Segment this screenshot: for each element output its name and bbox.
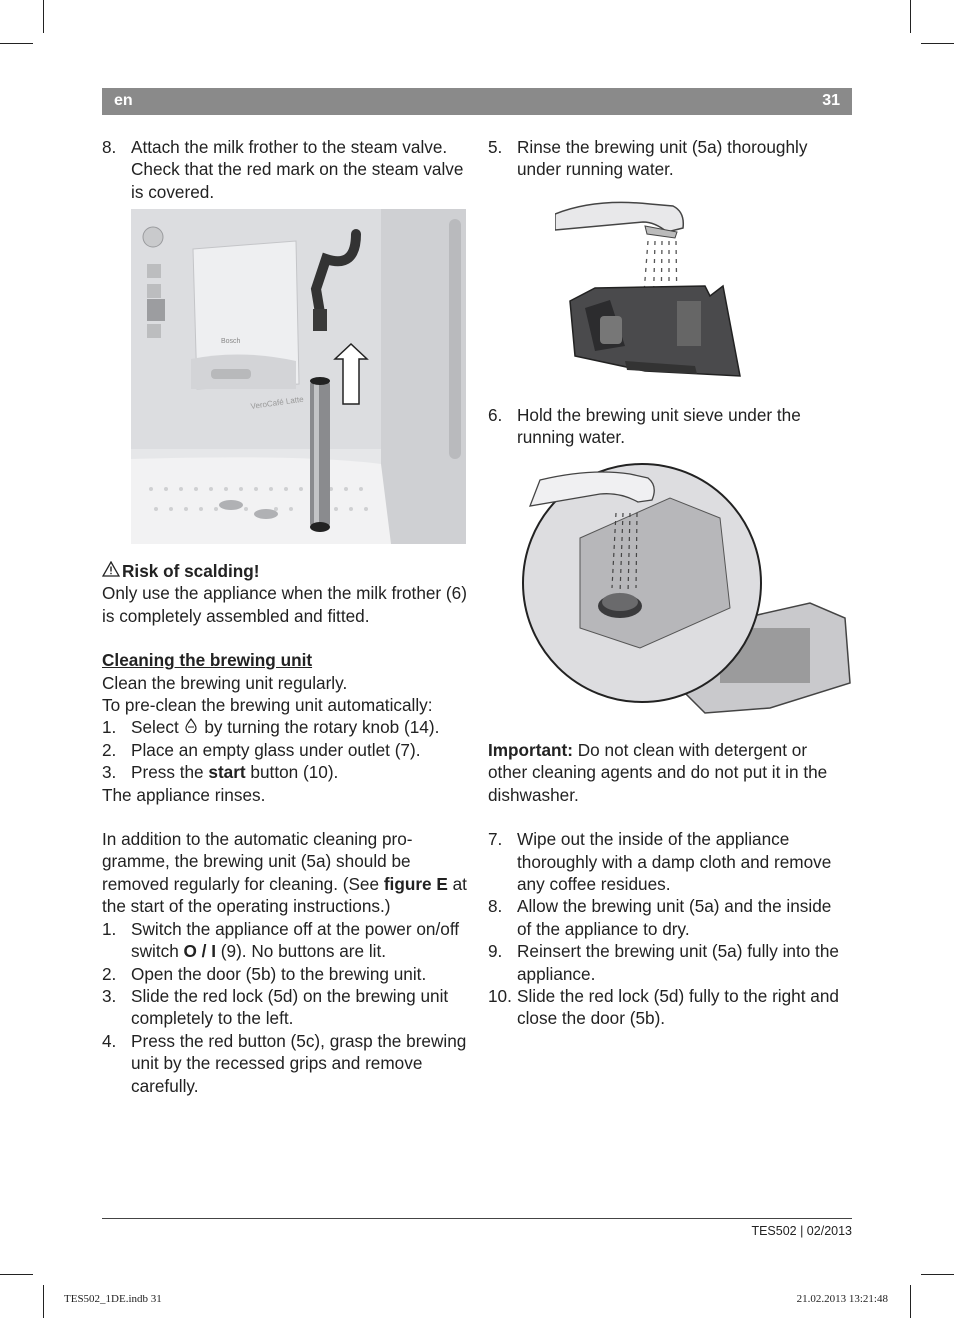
warning-triangle-icon [102,560,122,582]
right-column-text [488,739,848,1030]
footer-doc-id: TES502 | 02/2013 [751,1224,852,1238]
step-text: by turning the rotary knob (14). [199,717,440,738]
important-note [488,739,848,806]
figure-rinse-brewing-unit [555,196,745,386]
step-text: Select [131,717,184,738]
list-item [488,895,848,940]
step-text: button (10). [245,762,339,783]
step-number: 7. [488,829,503,850]
step-number: 1. [102,918,117,939]
crop-mark [0,1274,33,1275]
step-number: 5. [488,137,503,157]
right-step-5 [488,136,848,181]
page-number: 31 [822,92,840,109]
list-item [102,985,467,1030]
step-number: 3. [102,762,117,783]
page-header-bar [102,88,852,115]
step-text: (9). No buttons are lit. [216,941,387,962]
step-text: Place an empty glass under outlet (7). [131,739,421,760]
manual-cleaning-paragraph: In addition to the automatic cleaning pro-gramme, the brewing unit (5a) should be removed regularly for cleaning. (See figure E at the start of the operating instructions.) [102,829,467,917]
step-number: 1. [102,717,117,738]
power-switch-label: O / I [183,941,217,962]
crop-mark [910,0,911,33]
step-text: Rinse the brewing unit (5a) thoroughly under running water. [517,137,808,180]
step-text: Hold the brewing unit sieve under the running water. [517,405,801,448]
step-text: Press the red button (5c), grasp the brewing unit by the recessed grips and remove carefully. [131,1030,467,1096]
important-text: Do not clean with detergent or other cleaning agents and do not put it in the dishwasher. [488,740,828,805]
list-item [102,739,467,761]
list-item [102,963,467,985]
crop-mark [43,1285,44,1318]
step-number: 8. [102,137,117,157]
left-step-8 [102,136,467,203]
list-item [102,918,467,963]
list-item [102,761,467,783]
list-item [488,828,848,895]
step-number: 6. [488,405,503,425]
list-item [102,1030,467,1097]
start-button-label: start [208,762,246,783]
language-code: en [114,92,133,109]
step-text: Switch the appliance off at the power on/off switch [131,918,460,962]
warning-heading [102,560,467,582]
crop-mark [921,43,954,44]
step-text: Attach the milk frother to the steam valve. Check that the red mark on the steam valve is covered. [131,137,464,202]
brand-label: Bosch [221,338,241,345]
crop-mark [0,43,33,44]
step-text: Open the door (5b) to the brewing unit. [131,963,427,984]
rinse-drop-icon [184,716,200,738]
list-item [102,716,467,738]
step-number: 2. [102,739,117,760]
cleaning-line-1: Clean the brewing unit regularly. [102,672,348,693]
step-number: 3. [102,985,117,1006]
step-text: Allow the brewing unit (5a) and the inside of the appliance to dry. [517,896,832,939]
print-slug-right: 21.02.2013 13:21:48 [796,1293,888,1305]
step-text: Press the [131,762,209,783]
warning-text: Only use the appliance when the milk frother (6) is completely assembled and fitted. [102,583,467,626]
step-text: Wipe out the inside of the appliance thoroughly with a damp cloth and remove any coffee residues. [517,829,832,895]
right-step-6 [488,404,848,449]
figure-milk-frother [131,209,466,544]
list-item [488,985,848,1030]
crop-mark [910,1285,911,1318]
step-text: Slide the red lock (5d) fully to the right and close the door (5b). [517,986,839,1029]
step-number: 4. [102,1030,117,1051]
rinse-note: The appliance rinses. [102,784,266,805]
warning-title: Risk of scalding! [122,561,260,581]
important-label: Important: [488,740,573,760]
step-text: Reinsert the brewing unit (5a) fully into the appliance. [517,941,839,984]
step-number: 9. [488,941,503,962]
section-title-cleaning: Cleaning the brewing unit [102,650,313,671]
model-label: VeroCafé Latte [250,394,305,411]
figure-sieve-under-water [520,458,852,718]
left-column-text [102,560,467,1097]
cleaning-line-2: To pre-clean the brewing unit automatically: [102,695,433,716]
footer-rule [102,1218,852,1219]
list-item [488,940,848,985]
crop-mark [921,1274,954,1275]
print-slug-left: TES502_1DE.indb 31 [64,1293,162,1305]
step-text: Slide the red lock (5d) on the brewing unit completely to the left. [131,985,449,1029]
step-number: 8. [488,896,503,917]
crop-mark [43,0,44,33]
step-number: 2. [102,963,117,984]
step-number: 10. [488,986,512,1007]
